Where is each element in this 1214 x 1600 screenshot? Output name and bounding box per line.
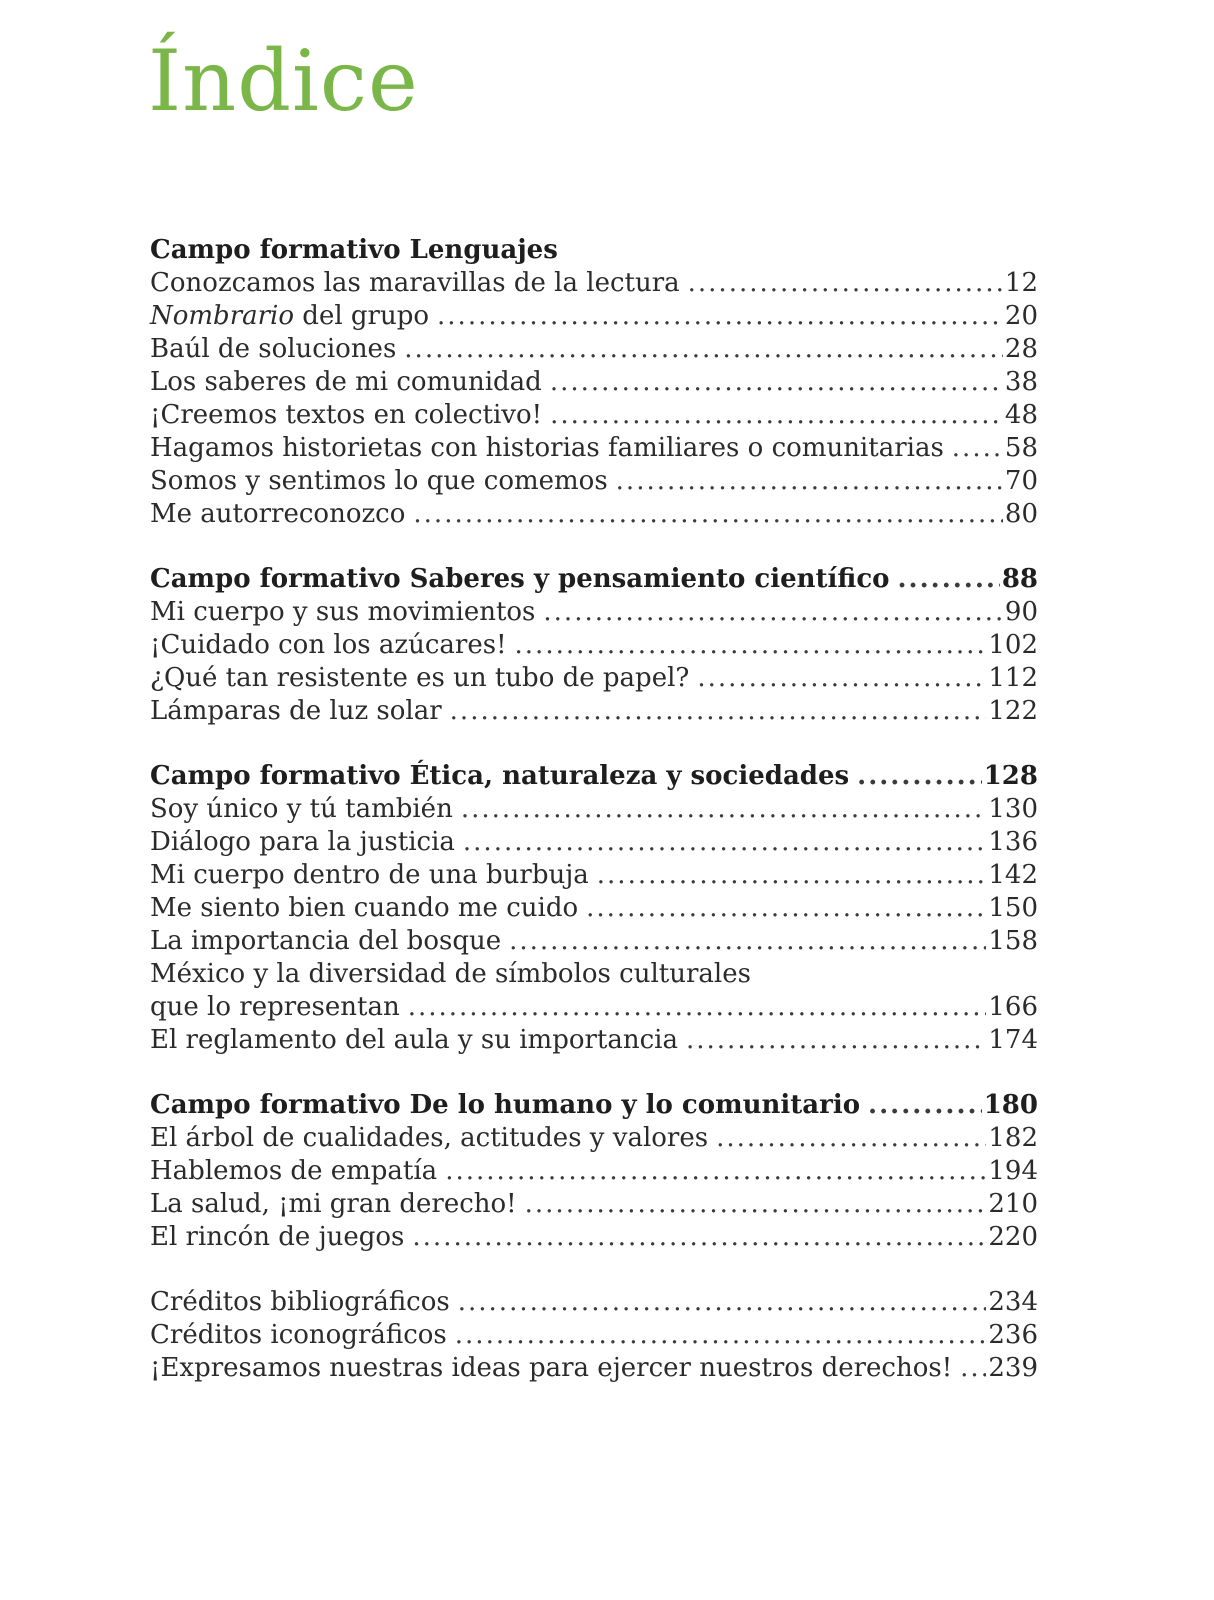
section-heading[interactable]: Campo formativo Saberes y pensamiento científico ..... 88 [150, 563, 1038, 596]
page-number: 80 [1004, 499, 1038, 529]
dot-leader [437, 300, 1003, 333]
toc-entry[interactable] [150, 1221, 1038, 1254]
dot-leader [543, 596, 1003, 629]
entry-title: Diálogo para la justicia [150, 827, 455, 857]
page-number: 210 [988, 1189, 1038, 1219]
page-number: 130 [988, 794, 1038, 824]
entry-title: La importancia del bosque [150, 926, 502, 956]
section-heading[interactable]: Campo formativo De lo humano y lo comunitario ..... 180 [150, 1089, 1038, 1122]
toc-section-saberes [150, 563, 1038, 728]
dot-leader [412, 1221, 986, 1254]
toc-entry[interactable] [150, 399, 1038, 432]
section-heading: Campo formativo Lenguajes [150, 235, 558, 265]
page-number: 12 [1004, 268, 1038, 298]
toc-entry[interactable] [150, 826, 1038, 859]
toc-entry[interactable] [150, 333, 1038, 366]
dot-leader [550, 366, 1003, 399]
entry-title: Me autorreconozco [150, 499, 406, 529]
toc-entry[interactable] [150, 267, 1038, 300]
dot-leader [716, 1122, 986, 1155]
dot-leader [463, 826, 986, 859]
toc-entry[interactable] [150, 465, 1038, 498]
dot-leader [509, 925, 986, 958]
page-number: 90 [1004, 597, 1038, 627]
entry-title: México y la diversidad de símbolos culturales [150, 959, 751, 989]
dot-leader [898, 563, 1000, 596]
entry-title: que lo representan [150, 992, 400, 1022]
dot-leader [960, 1352, 986, 1385]
page-number: 136 [988, 827, 1038, 857]
page-number: 194 [988, 1156, 1038, 1186]
dot-leader [686, 1024, 986, 1057]
toc-entry[interactable] [150, 1286, 1038, 1319]
dot-leader [597, 859, 987, 892]
toc-entry[interactable] [150, 498, 1038, 531]
toc-entry[interactable] [150, 1122, 1038, 1155]
page-number: 122 [988, 696, 1038, 726]
toc-entry[interactable] [150, 859, 1038, 892]
page-number: 102 [988, 630, 1038, 660]
entry-title: Los saberes de mi comunidad [150, 367, 542, 397]
toc-entry[interactable] [150, 695, 1038, 728]
page-number: 20 [1004, 301, 1038, 331]
entry-title: Mi cuerpo dentro de una burbuja [150, 860, 589, 890]
entry-title: Créditos iconográficos [150, 1320, 447, 1350]
entry-title: ¿Qué tan resistente es un tubo de papel? [150, 663, 690, 693]
entry-title: Conozcamos las maravillas de la lectura [150, 268, 680, 298]
dot-leader [461, 793, 987, 826]
toc-entry[interactable] [150, 300, 1038, 333]
toc-section-lenguajes [150, 234, 1038, 531]
dot-leader [688, 267, 1003, 300]
dot-leader [616, 465, 1003, 498]
entry-title: Baúl de soluciones [150, 334, 397, 364]
dot-leader [404, 333, 1003, 366]
dot-leader [413, 498, 1003, 531]
toc-entry[interactable] [150, 432, 1038, 465]
toc-section-humano [150, 1089, 1038, 1254]
page-number: 234 [988, 1287, 1038, 1317]
toc-section-etica [150, 760, 1038, 1057]
toc-entry[interactable] [150, 1319, 1038, 1352]
toc-entry[interactable] [150, 596, 1038, 629]
entry-title: Hagamos historietas con historias familiares o comunitarias [150, 433, 944, 463]
dot-leader [408, 991, 987, 1024]
page-number: 38 [1004, 367, 1038, 397]
page-number: 70 [1004, 466, 1038, 496]
toc-entry[interactable] [150, 892, 1038, 925]
page-number: 128 [983, 761, 1038, 791]
dot-leader [445, 1155, 986, 1188]
dot-leader [697, 662, 986, 695]
entry-title: Somos y sentimos lo que comemos [150, 466, 608, 496]
toc-entry[interactable] [150, 662, 1038, 695]
table-of-contents [150, 234, 1038, 1417]
dot-leader [952, 432, 1003, 465]
entry-title: El rincón de juegos [150, 1222, 405, 1252]
page-number: 142 [988, 860, 1038, 890]
page-number: 174 [988, 1025, 1038, 1055]
toc-entry[interactable] [150, 629, 1038, 662]
entry-title: El árbol de cualidades, actitudes y valores [150, 1123, 709, 1153]
entry-title: ¡Cuidado con los azúcares! [150, 630, 507, 660]
entry-title: Nombrario del grupo [150, 301, 430, 331]
toc-entry[interactable] [150, 1188, 1038, 1221]
page-number: 48 [1004, 400, 1038, 430]
toc-entry[interactable] [150, 793, 1038, 826]
page-number: 166 [988, 992, 1038, 1022]
entry-title: La salud, ¡mi gran derecho! [150, 1189, 517, 1219]
dot-leader [550, 399, 1003, 432]
page-number: 112 [988, 663, 1038, 693]
dot-leader [586, 892, 986, 925]
section-heading[interactable]: Campo formativo Ética, naturaleza y sociedades ..... 128 [150, 760, 1038, 793]
page-number: 239 [988, 1353, 1038, 1383]
page-number: 182 [988, 1123, 1038, 1153]
page-title: Índice [148, 32, 419, 130]
dot-leader [857, 760, 982, 793]
entry-title: Me siento bien cuando me cuido [150, 893, 579, 923]
toc-entry[interactable] [150, 1024, 1038, 1057]
page-number: 236 [988, 1320, 1038, 1350]
page-number: 158 [988, 926, 1038, 956]
entry-title: El reglamento del aula y su importancia [150, 1025, 678, 1055]
toc-entry[interactable] [150, 1352, 1038, 1385]
page-number: 88 [1001, 564, 1038, 594]
entry-title: Soy único y tú también [150, 794, 453, 824]
dot-leader [515, 629, 987, 662]
entry-title: ¡Creemos textos en colectivo! [150, 400, 543, 430]
page-number: 58 [1004, 433, 1038, 463]
dot-leader [458, 1286, 987, 1319]
page-number: 220 [988, 1222, 1038, 1252]
dot-leader [450, 695, 987, 728]
entry-title: Hablemos de empatía [150, 1156, 438, 1186]
toc-entry[interactable] [150, 1155, 1038, 1188]
dot-leader [455, 1319, 987, 1352]
entry-title: Mi cuerpo y sus movimientos [150, 597, 536, 627]
toc-entry-continuation[interactable] [150, 991, 1038, 1024]
toc-entry[interactable] [150, 366, 1038, 399]
dot-leader [525, 1188, 987, 1221]
entry-title: Créditos bibliográficos [150, 1287, 450, 1317]
page-number: 28 [1004, 334, 1038, 364]
entry-title: ¡Expresamos nuestras ideas para ejercer nuestros derechos! [150, 1353, 953, 1383]
toc-entry[interactable] [150, 925, 1038, 958]
entry-title: Lámparas de luz solar [150, 696, 442, 726]
page-number: 180 [983, 1090, 1038, 1120]
dot-leader [868, 1089, 982, 1122]
page-number: 150 [988, 893, 1038, 923]
toc-entry-first-line[interactable] [150, 958, 1038, 991]
toc-section-creditos [150, 1286, 1038, 1385]
